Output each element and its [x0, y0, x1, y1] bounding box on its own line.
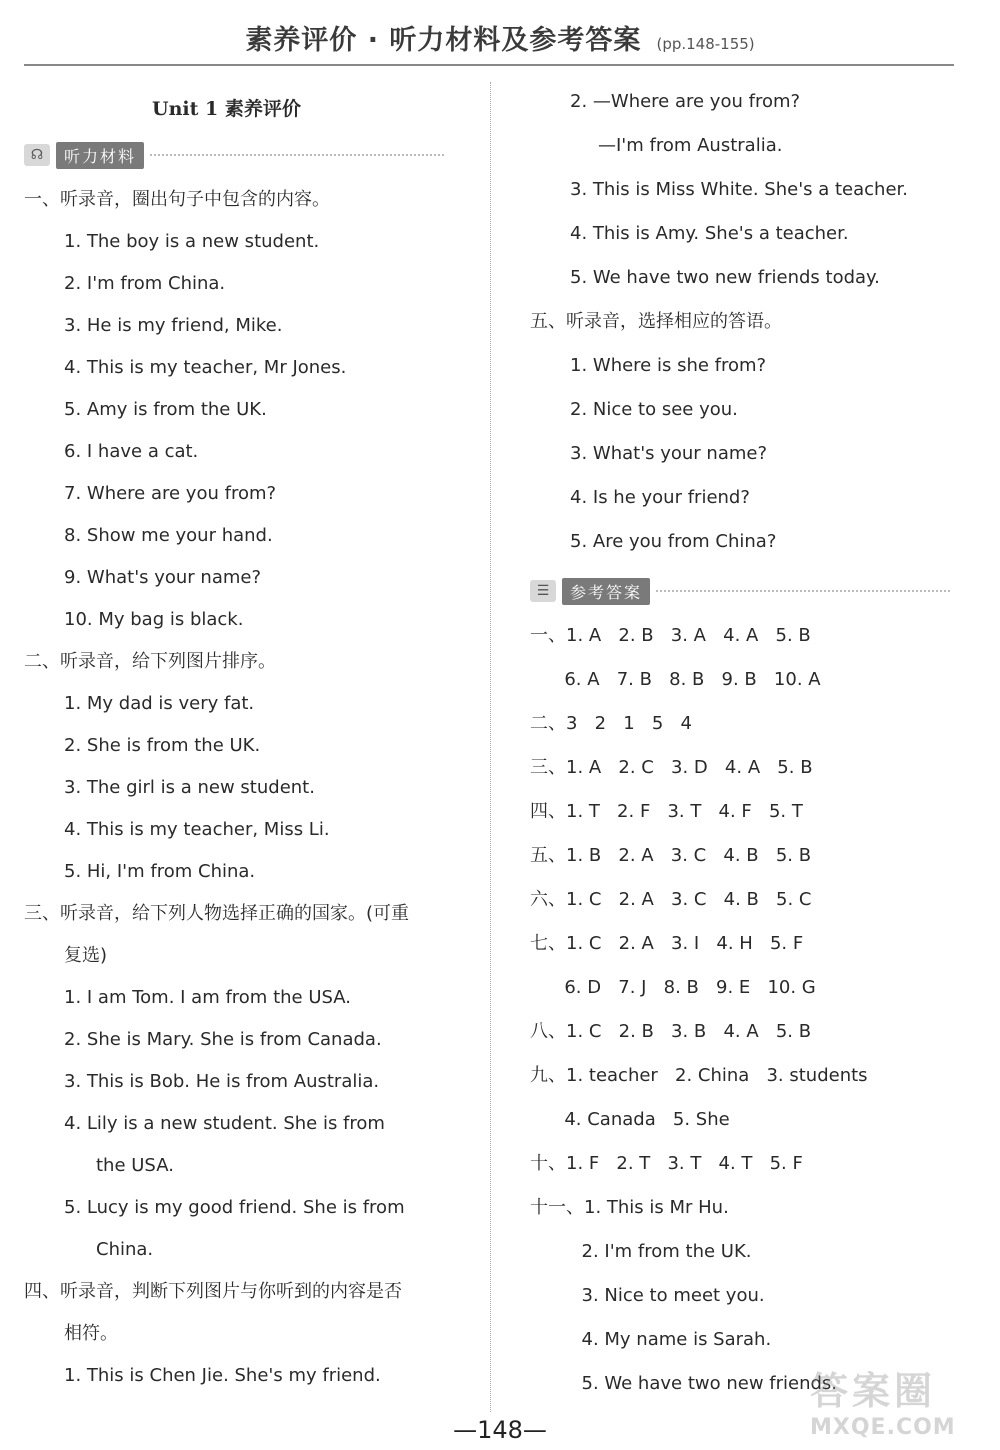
answer-row: 3. Nice to meet you. [530, 1285, 765, 1306]
answer-row: 一、1. A 2. B 3. A 4. A 5. B [530, 625, 811, 646]
answers-section-header [530, 578, 950, 604]
list-item: 3. This is Miss White. She's a teacher. [570, 179, 909, 200]
answer-row: 七、1. C 2. A 3. I 4. H 5. F [530, 933, 804, 954]
answer-row: 4. Canada 5. She [530, 1109, 730, 1130]
list-item: 1. This is Chen Jie. She's my friend. [64, 1365, 381, 1386]
question-1-prompt: 一、听录音，圈出句子中包含的内容。 [24, 189, 330, 210]
answer-row: 四、1. T 2. F 3. T 4. F 5. T [530, 801, 803, 822]
list-item: 4. This is Amy. She's a teacher. [570, 223, 849, 244]
page-number: —148— [453, 1416, 547, 1444]
question-2-prompt: 二、听录音，给下列图片排序。 [24, 651, 276, 672]
list-item: 2. I'm from China. [64, 273, 226, 294]
answer-row: 九、1. teacher 2. China 3. students [530, 1065, 868, 1086]
answer-row: 6. A 7. B 8. B 9. B 10. A [530, 669, 821, 690]
list-item: 4. Is he your friend? [570, 487, 750, 508]
list-item: 5. Lucy is my good friend. She is from [64, 1197, 405, 1218]
list-item: 10. My bag is black. [64, 609, 244, 630]
list-item: 5. Are you from China? [570, 531, 777, 552]
list-item: 1. My dad is very fat. [64, 693, 255, 714]
list-item: 1. The boy is a new student. [64, 231, 320, 252]
answer-row: 二、3 2 1 5 4 [530, 713, 692, 734]
list-item: 2. She is Mary. She is from Canada. [64, 1029, 382, 1050]
watermark-top: 答案圈 [810, 1369, 937, 1413]
answer-row: 十一、1. This is Mr Hu. [530, 1197, 729, 1218]
list-item: 3. He is my friend, Mike. [64, 315, 283, 336]
unit-title: Unit 1 素养评价 [152, 98, 301, 120]
list-item-cont: —I'm from Australia. [598, 135, 783, 156]
answers-heading: 参考答案 [562, 578, 650, 605]
list-item: 5. We have two new friends today. [570, 267, 880, 288]
list-item: 4. This is my teacher, Mr Jones. [64, 357, 347, 378]
dotted-rule [150, 154, 444, 156]
header-pages: (pp.148-155) [656, 35, 755, 53]
list-item: 5. Amy is from the UK. [64, 399, 267, 420]
answer-row: 6. D 7. J 8. B 9. E 10. G [530, 977, 816, 998]
listening-section-header [24, 142, 444, 168]
header-title: 素养评价 · 听力材料及参考答案 [245, 25, 642, 56]
listening-heading: 听力材料 [56, 142, 144, 169]
list-item: 3. What's your name? [570, 443, 768, 464]
answer-row: 三、1. A 2. C 3. D 4. A 5. B [530, 757, 813, 778]
list-item: 4. Lily is a new student. She is from [64, 1113, 385, 1134]
list-item: 1. Where is she from? [570, 355, 767, 376]
list-item: 3. The girl is a new student. [64, 777, 315, 798]
page-header [0, 18, 1000, 57]
list-item: 9. What's your name? [64, 567, 262, 588]
question-5-prompt: 五、听录音，选择相应的答语。 [530, 311, 782, 332]
header-rule [24, 64, 954, 66]
list-item: 6. I have a cat. [64, 441, 199, 462]
list-item: 2. Nice to see you. [570, 399, 738, 420]
list-item: 4. This is my teacher, Miss Li. [64, 819, 330, 840]
list-icon: ☰ [530, 580, 556, 602]
list-item: 3. This is Bob. He is from Australia. [64, 1071, 380, 1092]
question-3-prompt: 三、听录音，给下列人物选择正确的国家。(可重 [24, 903, 410, 924]
answer-row: 4. My name is Sarah. [530, 1329, 772, 1350]
list-item: 2. —Where are you from? [570, 91, 801, 112]
question-4-prompt-cont: 相符。 [64, 1323, 118, 1344]
dotted-rule [656, 590, 950, 592]
list-item: 7. Where are you from? [64, 483, 277, 504]
list-item-cont: China. [96, 1239, 154, 1260]
list-item: 8. Show me your hand. [64, 525, 273, 546]
question-4-prompt: 四、听录音，判断下列图片与你听到的内容是否 [24, 1281, 402, 1302]
list-item: 5. Hi, I'm from China. [64, 861, 256, 882]
answer-row: 5. We have two new friends. [530, 1373, 838, 1394]
answer-row: 2. I'm from the UK. [530, 1241, 752, 1262]
list-item: 1. I am Tom. I am from the USA. [64, 987, 351, 1008]
answer-row: 六、1. C 2. A 3. C 4. B 5. C [530, 889, 812, 910]
headphones-icon: ☊ [24, 144, 50, 166]
question-3-prompt-cont: 复选) [64, 945, 108, 966]
column-divider [490, 82, 491, 1412]
answer-row: 五、1. B 2. A 3. C 4. B 5. B [530, 845, 812, 866]
list-item-cont: the USA. [96, 1155, 174, 1176]
answer-row: 十、1. F 2. T 3. T 4. T 5. F [530, 1153, 803, 1174]
watermark-bottom: MXQE.COM [810, 1415, 956, 1440]
answer-row: 八、1. C 2. B 3. B 4. A 5. B [530, 1021, 812, 1042]
list-item: 2. She is from the UK. [64, 735, 261, 756]
